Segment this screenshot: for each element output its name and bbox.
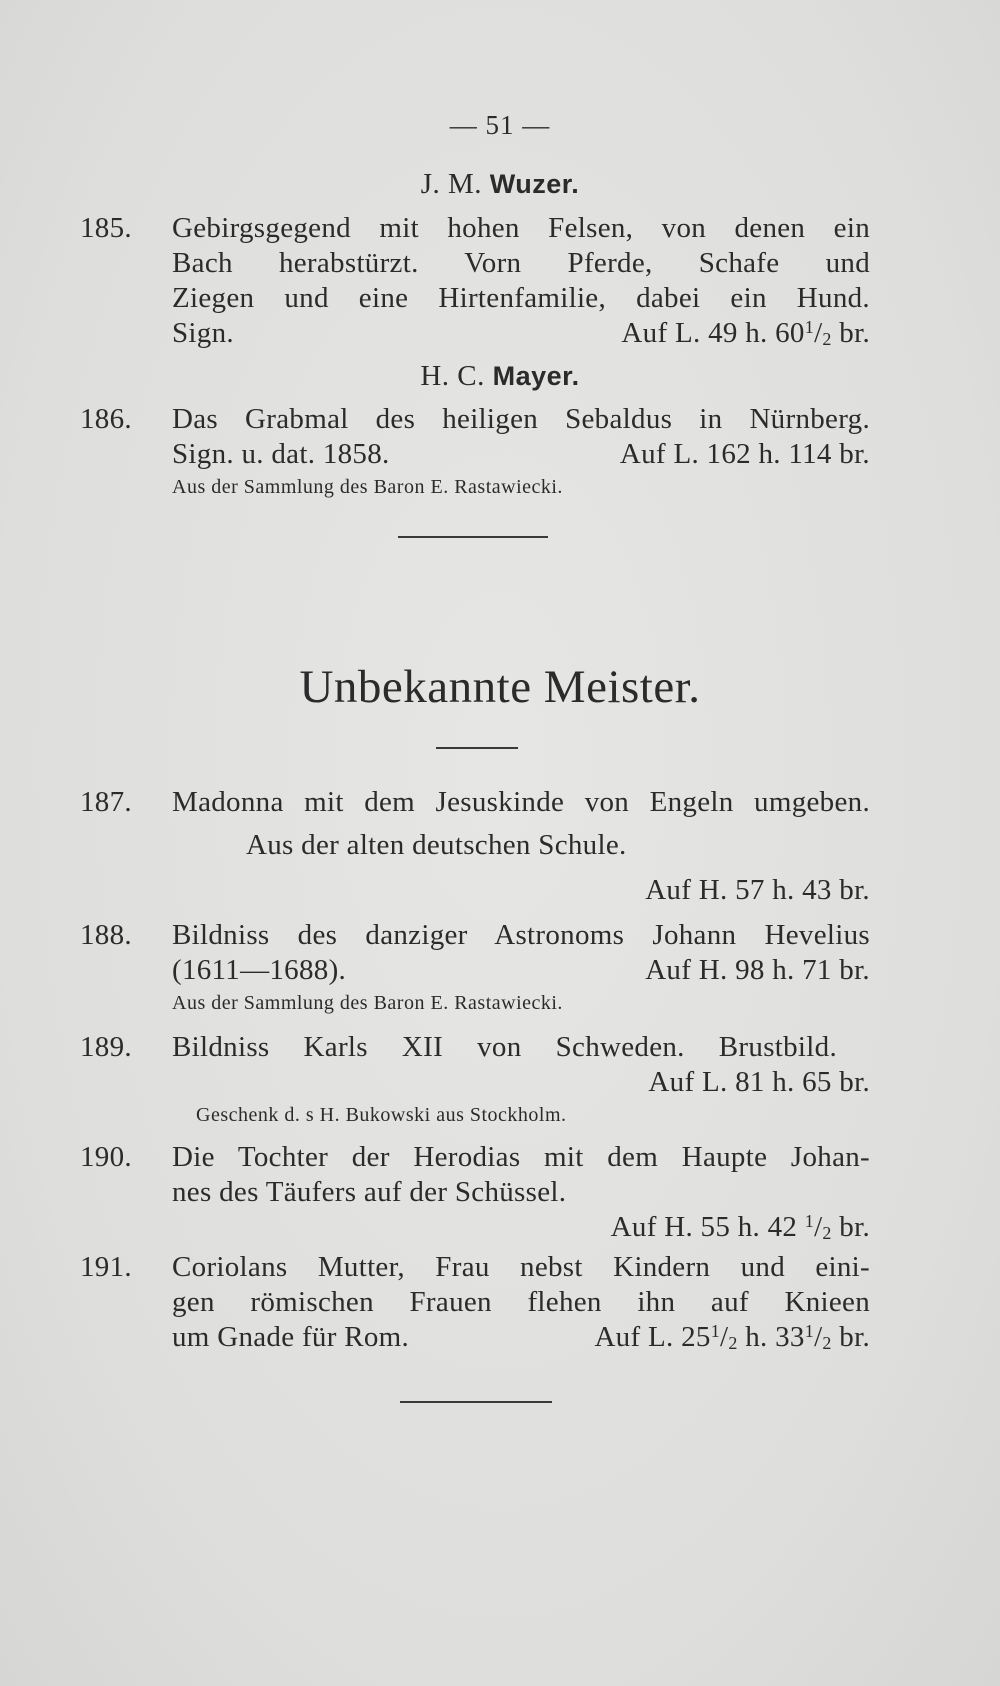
entry-number: 185. (80, 212, 132, 244)
entry-line-measure (172, 437, 870, 472)
entry-line-measure (172, 316, 870, 351)
entry-note: (1611—1688). (172, 954, 347, 986)
entry-body (172, 211, 870, 351)
entry-body (172, 1140, 870, 1245)
end-divider (400, 1401, 552, 1403)
entry-number: 191. (80, 1251, 132, 1283)
artist-initials: J. M. (420, 168, 483, 200)
entry-body (172, 918, 870, 1018)
entry-number: 190. (80, 1141, 132, 1173)
entry-measure: Auf H. 57 h. 43 br. (645, 874, 870, 906)
entry-measure: Auf H. 98 h. 71 br. (645, 954, 870, 986)
entry-line: Bildniss Karls XII von Schweden. Brustbild. (172, 1031, 837, 1063)
heading-divider (436, 747, 518, 749)
entry-number: 187. (80, 786, 132, 818)
entry-line: Bildniss des danziger Astronoms Johann Hevelius (172, 919, 870, 951)
entry-number: 188. (80, 919, 132, 951)
entry-line: Ziegen und eine Hirtenfamilie, dabei ein Hund. (172, 282, 870, 314)
entry-body (172, 1250, 870, 1355)
entry-number: 186. (80, 403, 132, 435)
entry-line: Bach herabstürzt. Vorn Pferde, Schafe und (172, 247, 870, 279)
entry-note: um Gnade für Rom. (172, 1321, 410, 1353)
artist-surname: Wuzer. (489, 169, 580, 199)
entry-line: gen römischen Frauen flehen ihn auf Knieen (172, 1286, 870, 1318)
entry-measure: Auf L. 162 h. 114 br. (619, 438, 870, 470)
entry-line: Madonna mit dem Jesuskinde von Engeln umgeben. (172, 786, 870, 818)
entry-note: Sign. (172, 317, 234, 349)
entry-provenance: Geschenk d. s H. Bukowski aus Stockholm. (196, 1104, 567, 1126)
section-divider (398, 536, 548, 538)
entry-measure: Auf L. 49 h. $60^1/_2$ br. (621, 317, 870, 349)
entry-provenance: Aus der Sammlung des Baron E. Rastawiecki. (172, 992, 563, 1014)
entry-measure: Auf L. $25^1/_2$ h. $33^1/_2$ br. (594, 1321, 870, 1353)
artist-heading-mayer (0, 360, 1000, 393)
artist-initials: H. C. (420, 360, 485, 392)
entry-body (172, 785, 870, 908)
artist-heading-wuzer (0, 168, 1000, 201)
entry-line: Die Tochter der Herodias mit dem Haupte Johan- (172, 1141, 870, 1173)
entry-line: Gebirgsgegend mit hohen Felsen, von denen ein (172, 212, 870, 244)
entry-measure: Auf H. 55 h. 42 $^1/_2$ br. (610, 1211, 870, 1243)
artist-surname: Mayer. (492, 361, 580, 391)
entry-body (172, 402, 870, 502)
entry-number: 189. (80, 1031, 132, 1063)
entry-line-measure (172, 953, 870, 988)
page-number: — 51 — (449, 110, 551, 140)
entry-measure: Auf L. 81 h. 65 br. (648, 1066, 870, 1098)
entry-note: Sign. u. dat. 1858. (172, 438, 390, 470)
entry-body (172, 1030, 870, 1130)
entry-line: Coriolans Mutter, Frau nebst Kindern und eini- (172, 1251, 870, 1283)
entry-line: Das Grabmal des heiligen Sebaldus in Nürnberg. (172, 403, 870, 435)
entry-provenance: Aus der Sammlung des Baron E. Rastawiecki. (172, 476, 563, 498)
entry-line: Aus der alten deutschen Schule. (246, 829, 627, 861)
entry-line: nes des Täufers auf der Schüssel. (172, 1176, 567, 1208)
section-heading: Unbekannte Meister. (299, 661, 701, 713)
entry-line-measure (172, 1320, 870, 1355)
